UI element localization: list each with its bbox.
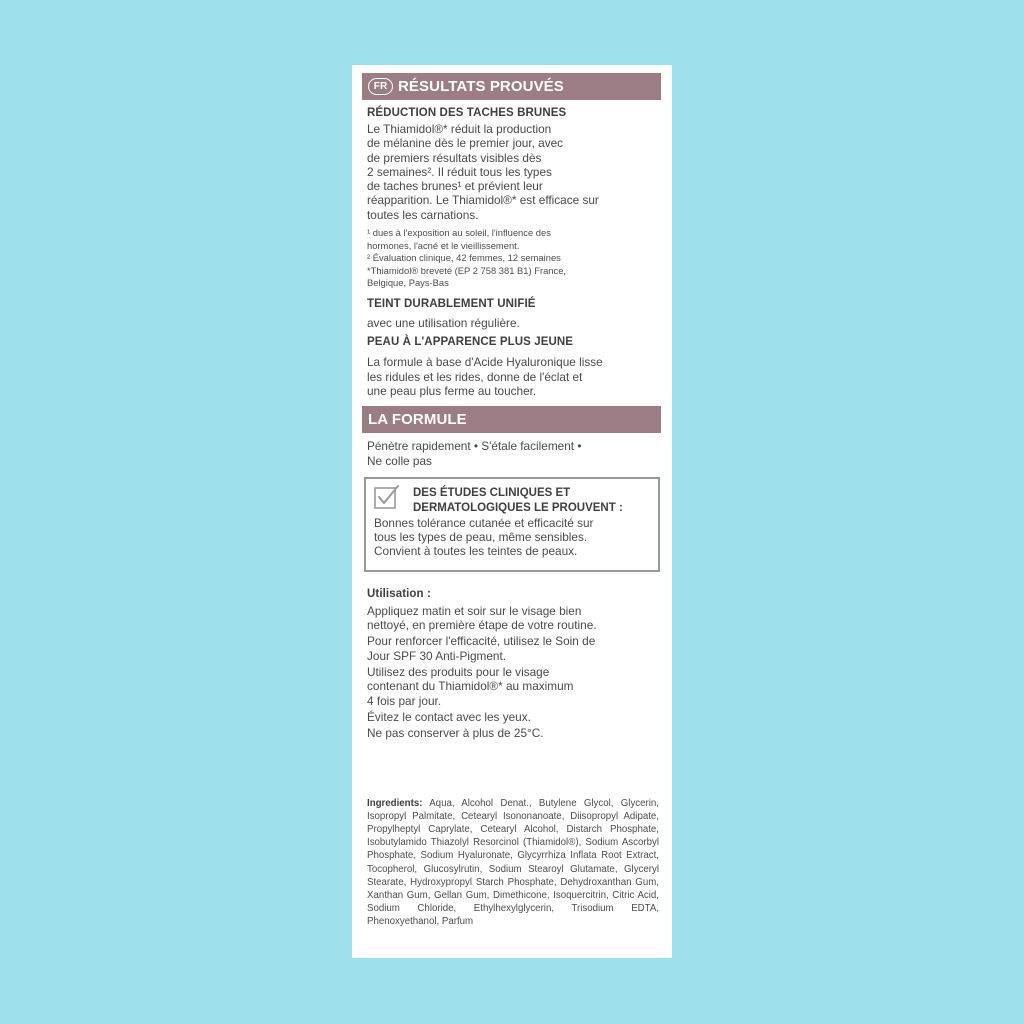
footnote-line: Belgique, Pays-Bas <box>367 277 449 289</box>
text-line: Ne pas conserver à plus de 25°C. <box>367 726 544 741</box>
text-line: les ridules et les rides, donne de l'éclat et <box>367 369 583 384</box>
formula-description <box>367 439 659 468</box>
younger-skin-title: PEAU À L'APPARENCE PLUS JEUNE <box>367 336 574 349</box>
text-line: La formule à base d'Acide Hyaluronique lisse <box>367 355 603 370</box>
dark-spots-title: RÉDUCTION DES TACHES BRUNES <box>367 107 567 119</box>
text-line: Évitez le contact avec les yeux. <box>367 709 531 724</box>
younger-skin-description <box>367 355 659 398</box>
formula-block <box>362 439 661 468</box>
ingredients-text: Aqua, Alcohol Denat., Butylene Glycol, Glycerin, Isopropyl Palmitate, Cetearyl Isononanoate, Diisopropyl Adipate, Propylheptyl Caprylate, Cetearyl Alcohol, Distarch Phosphate, Isobutylamido Thiazolyl Resorcinol (Thiamidol®), Sodium Ascorbyl Phosphate, Sodium Hyaluronate, Glycyrrhiza Inflata Root Extract, Tocopherol, Glucosylrutin, Sodium Stearoyl Glutamate, Glyceryl Stearate, Hydroxypropyl Starch Phosphate, Dehydroxanthan Gum, Xanthan Gum, Gellan Gum, Dimethicone, Isoquercitrin, Citric Acid, Sodium Chloride, Ethylhexylglycerin, Trisodium EDTA, Phenoxyethanol, Parfum <box>367 797 659 928</box>
text-line: une peau plus ferme au toucher. <box>367 383 537 398</box>
ingredients-list <box>367 797 659 929</box>
dark-spots-description <box>367 122 659 222</box>
footnote-line: *Thiamidol® breveté (EP 2 758 381 B1) France, <box>367 264 567 276</box>
text-line: de premiers résultats visibles dès <box>367 150 542 165</box>
results-header-label: RÉSULTATS PROUVÉS <box>398 78 564 95</box>
usage-description <box>367 604 659 741</box>
text-line: 2 semaines². Il réduit tous les types <box>367 164 552 179</box>
formula-section-header <box>362 406 661 433</box>
text-line: Pénètre rapidement • S'étale facilement • <box>367 439 582 454</box>
text-line: de taches brunes¹ et prévient leur <box>367 179 543 194</box>
clinical-studies-box <box>364 477 660 572</box>
text-line: Appliquez matin et soir sur le visage bien <box>367 603 582 618</box>
usage-block <box>362 587 661 741</box>
text-line: contenant du Thiamidol®* au maximum <box>367 679 574 694</box>
text-line: Convient à toutes les teintes de peaux. <box>374 544 578 559</box>
title-line: DES ÉTUDES CLINIQUES ET <box>413 486 571 499</box>
unified-tone-title: TEINT DURABLEMENT UNIFIÉ <box>367 298 536 311</box>
text-line: Pour renforcer l'efficacité, utilisez le Soin de <box>367 634 596 649</box>
clinical-description <box>374 516 652 559</box>
product-leaflet <box>352 65 672 958</box>
text-line: de mélanine dès le premier jour, avec <box>367 136 564 151</box>
text-line: toutes les carnations. <box>367 207 479 222</box>
text-line: Utilisez des produits pour le visage <box>367 665 550 680</box>
text-line: tous les types de peau, même sensibles. <box>374 530 588 545</box>
text-line: Le Thiamidol®* réduit la production <box>367 122 552 136</box>
dark-spots-block <box>362 106 661 398</box>
text-line: 4 fois par jour. <box>367 693 442 708</box>
checkbox-check-icon <box>374 484 400 510</box>
results-section-header <box>362 73 661 100</box>
usage-title: Utilisation : <box>367 587 431 600</box>
ingredients-label: Ingredients: <box>367 797 423 809</box>
text-line: nettoyé, en première étape de votre routine. <box>367 618 597 633</box>
language-badge: FR <box>368 78 393 95</box>
unified-tone-text: avec une utilisation régulière. <box>367 316 520 331</box>
text-line: Jour SPF 30 Anti-Pigment. <box>367 648 507 663</box>
formula-header-label: LA FORMULE <box>368 411 467 429</box>
text-line: Ne colle pas <box>367 453 432 468</box>
footnote-line: hormones, l'acné et le vieillissement. <box>367 239 520 251</box>
title-line: DERMATOLOGIQUES LE PROUVENT : <box>413 501 623 514</box>
ingredients-block <box>362 797 661 929</box>
footnote-line: ¹ dues à l'exposition au soleil, l'influence des <box>367 227 551 239</box>
footnote-line: ² Évaluation clinique, 42 femmes, 12 semaines <box>367 252 561 264</box>
text-line: réapparition. Le Thiamidol®* est efficace sur <box>367 193 599 208</box>
footnotes <box>367 227 659 290</box>
text-line: Bonnes tolérance cutanée et efficacité sur <box>374 515 594 530</box>
clinical-title <box>413 486 652 516</box>
